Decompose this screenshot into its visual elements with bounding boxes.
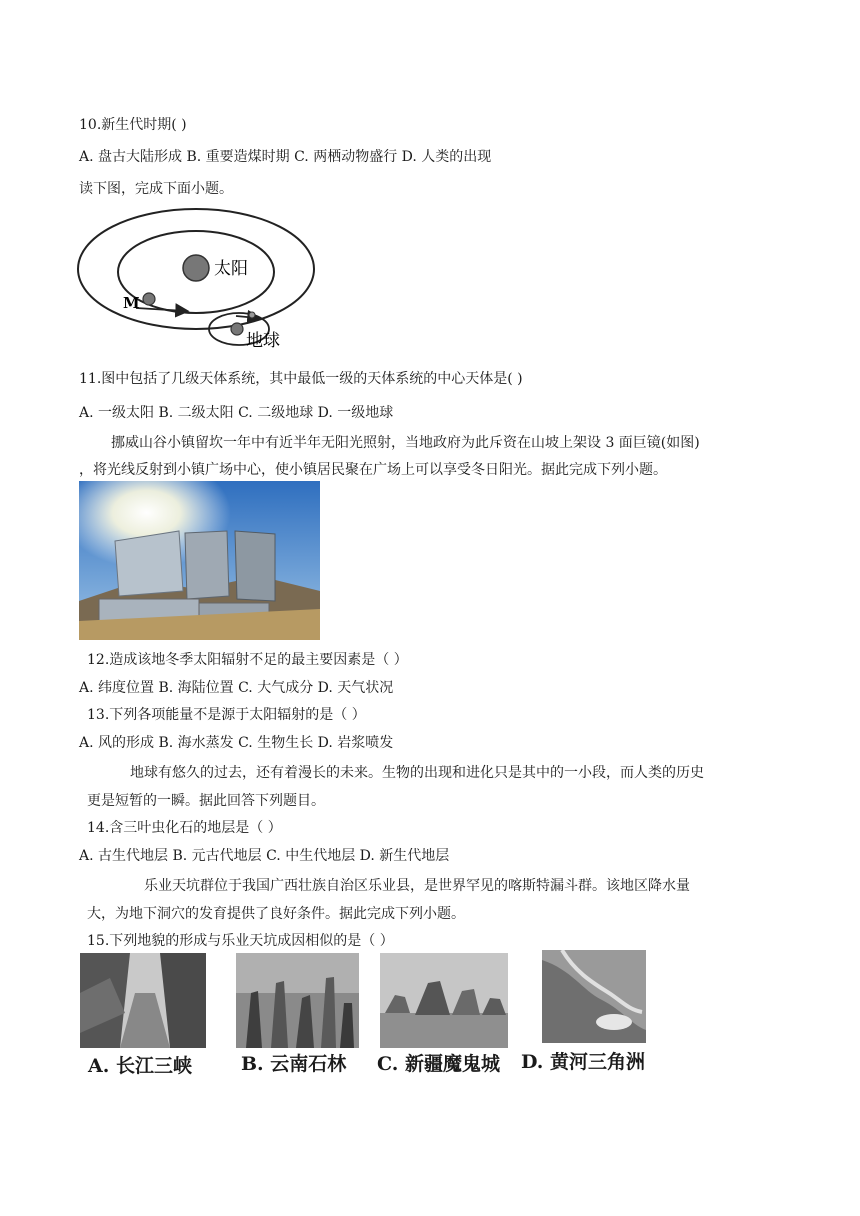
- q13-options: A. 风的形成 B. 海水蒸发 C. 生物生长 D. 岩浆喷发: [79, 735, 394, 751]
- leye-passage-line2: 大，为地下洞穴的发育提供了良好条件。据此完成下列小题。: [87, 906, 465, 922]
- q13-stem: 13.下列各项能量不是源于太阳辐射的是（ ）: [87, 707, 366, 723]
- q12-options: A. 纬度位置 B. 海陆位置 C. 大气成分 D. 天气状况: [79, 680, 394, 696]
- moon-circle: [249, 312, 255, 318]
- q14-stem: 14.含三叶虫化石的地层是（ ）: [87, 820, 282, 836]
- q10-stem: 10.新生代时期( ): [79, 117, 187, 133]
- yangtze-gorges-photo: [80, 953, 206, 1048]
- caption-a: A. 长江三峡: [88, 1055, 192, 1077]
- yellow-river-delta-photo: [542, 950, 646, 1043]
- q12-stem: 12.造成该地冬季太阳辐射不足的最主要因素是（ ）: [87, 652, 408, 668]
- xinjiang-ghost-city-photo: [380, 953, 508, 1048]
- m-label: M: [123, 294, 140, 312]
- mirror-passage-line1: 挪威山谷小镇留坎一年中有近半年无阳光照射，当地政府为此斥资在山坡上架设 3 面巨镜(如图): [111, 435, 700, 451]
- leye-passage-line1: 乐业天坑群位于我国广西壮族自治区乐业县，是世界罕见的喀斯特漏斗群。该地区降水量: [144, 878, 690, 894]
- mirror-passage-line2: ，将光线反射到小镇广场中心，使小镇居民聚在广场上可以享受冬日阳光。据此完成下列小题。: [79, 462, 667, 478]
- m-planet: [143, 293, 155, 305]
- sun-label: 太阳: [214, 259, 248, 279]
- earth-circle: [231, 323, 243, 335]
- orbit-diagram: [76, 206, 326, 356]
- q15-stem: 15.下列地貌的形成与乐业天坑成因相似的是（ ）: [87, 933, 394, 949]
- q11-stem: 11.图中包括了几级天体系统，其中最低一级的天体系统的中心天体是( ): [79, 371, 523, 387]
- yunnan-stone-forest-photo: [236, 953, 359, 1048]
- caption-d: D. 黄河三角洲: [521, 1051, 646, 1073]
- earth-passage-line1: 地球有悠久的过去，还有着漫长的未来。生物的出现和进化只是其中的一小段，而人类的历史: [130, 765, 704, 781]
- earth-label: 地球: [246, 331, 280, 351]
- mirror-photo: [79, 481, 320, 640]
- caption-c: C. 新疆魔鬼城: [377, 1053, 501, 1075]
- earth-passage-line2: 更是短暂的一瞬。据此回答下列题目。: [87, 793, 325, 809]
- diagram-intro: 读下图，完成下面小题。: [79, 181, 233, 197]
- sun-circle: [183, 255, 209, 281]
- q11-options: A. 一级太阳 B. 二级太阳 C. 二级地球 D. 一级地球: [79, 405, 394, 421]
- caption-b: B. 云南石林: [241, 1053, 347, 1075]
- q14-options: A. 古生代地层 B. 元古代地层 C. 中生代地层 D. 新生代地层: [79, 848, 450, 864]
- q10-options: A. 盘古大陆形成 B. 重要造煤时期 C. 两栖动物盛行 D. 人类的出现: [79, 149, 492, 165]
